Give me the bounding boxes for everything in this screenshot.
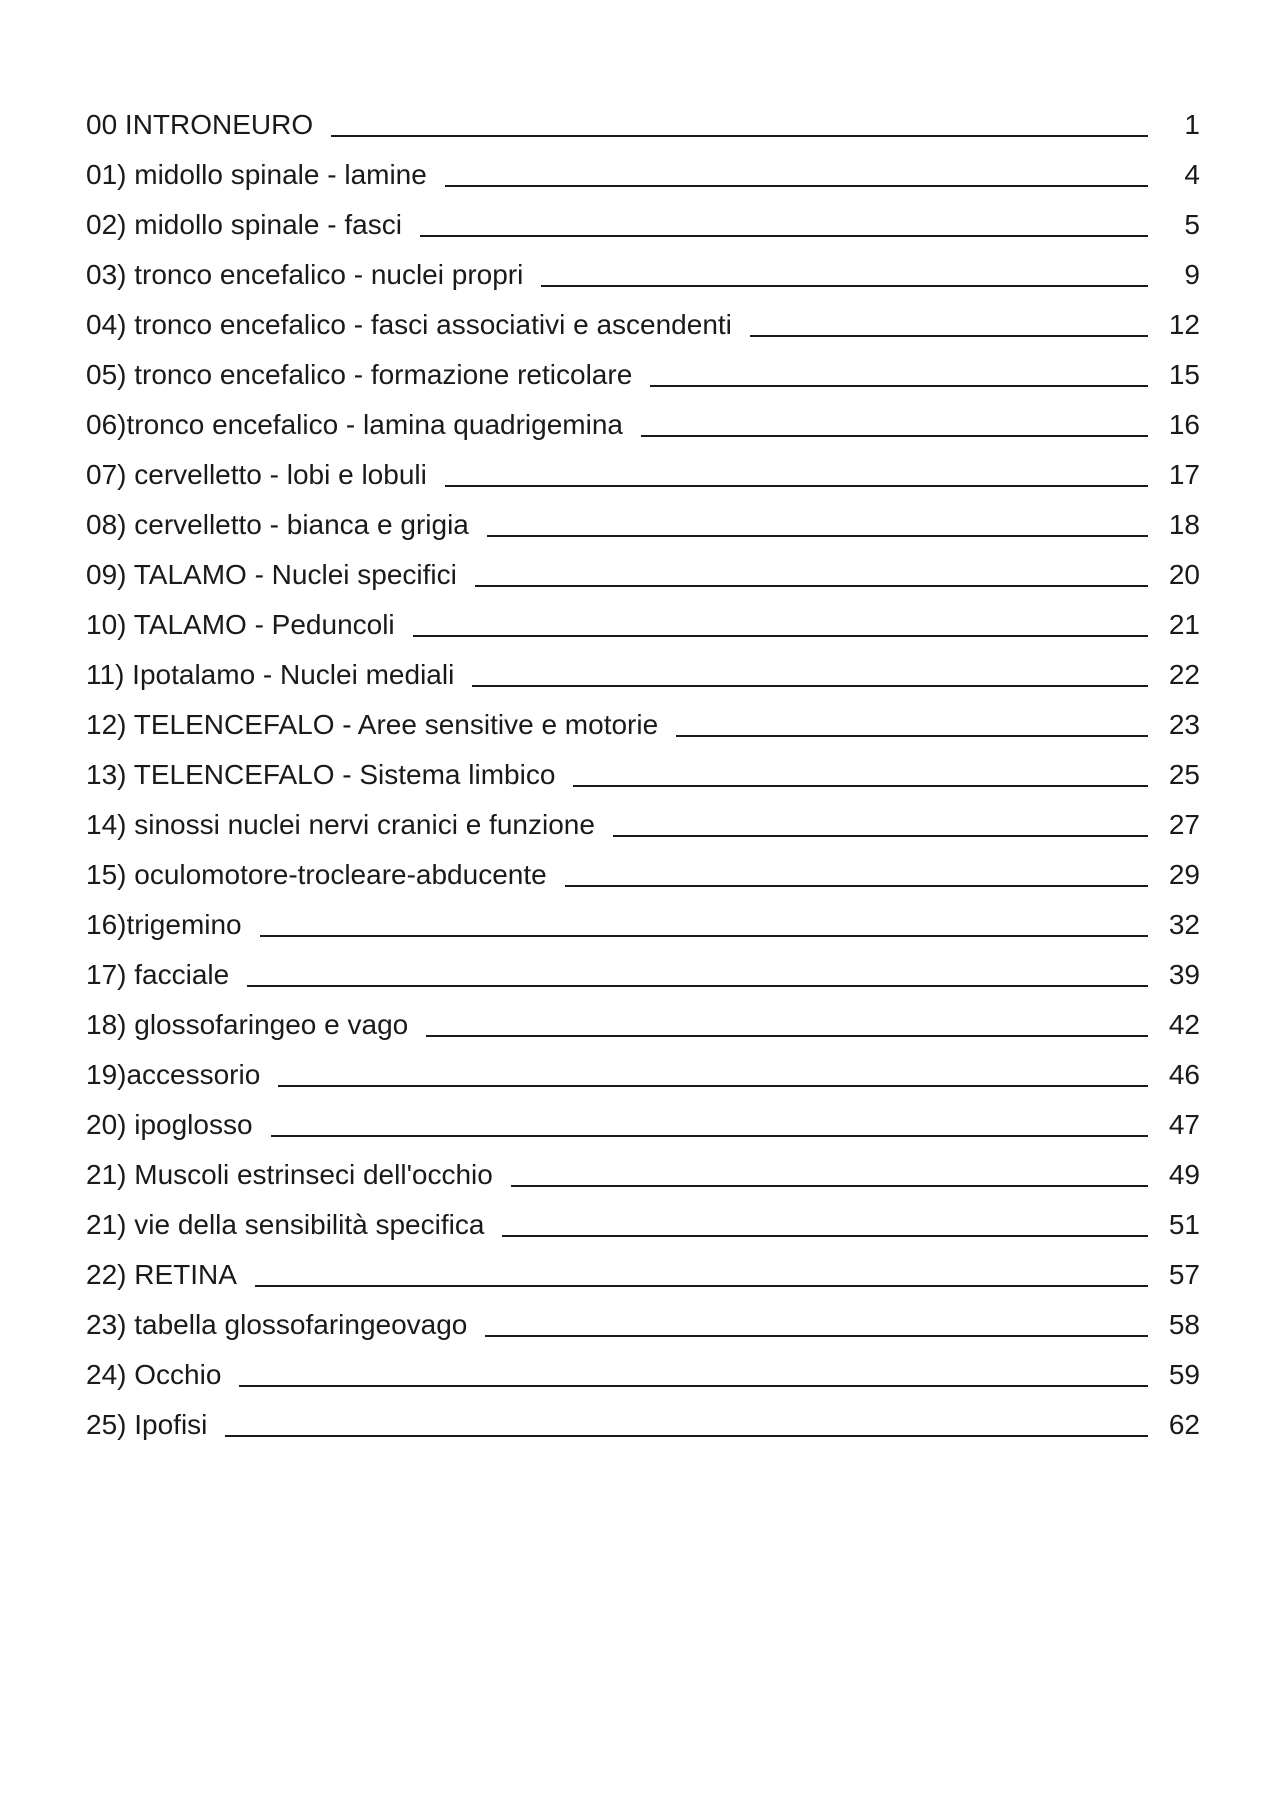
toc-entry-page: 20 xyxy=(1168,559,1200,590)
toc-entry[interactable] xyxy=(86,300,1200,350)
toc-entry-title: 09) TALAMO - Nuclei specifici xyxy=(86,559,457,590)
toc-entry-title: 01) midollo spinale - lamine xyxy=(86,159,427,190)
toc-leader-line xyxy=(511,1185,1148,1187)
toc-entry-title: 00 INTRONEURO xyxy=(86,109,314,140)
toc-leader-line xyxy=(750,335,1148,337)
toc-leader-line xyxy=(426,1035,1148,1037)
toc-entry-page: 39 xyxy=(1168,959,1200,990)
toc-leader-line xyxy=(487,535,1148,537)
toc-leader-line xyxy=(502,1235,1148,1237)
toc-entry[interactable] xyxy=(86,550,1200,600)
toc-entry[interactable] xyxy=(86,400,1200,450)
toc-leader-line xyxy=(445,485,1148,487)
table-of-contents xyxy=(86,100,1200,1450)
toc-leader-line xyxy=(650,385,1148,387)
toc-leader-line xyxy=(271,1135,1148,1137)
toc-entry-title: 15) oculomotore-trocleare-abducente xyxy=(86,859,547,890)
toc-entry-title: 17) facciale xyxy=(86,959,230,990)
toc-entry[interactable] xyxy=(86,150,1200,200)
toc-entry[interactable] xyxy=(86,250,1200,300)
toc-entry-page: 23 xyxy=(1168,709,1200,740)
toc-entry-title: 06)tronco encefalico - lamina quadrigemina xyxy=(86,409,623,440)
toc-leader-line xyxy=(475,585,1148,587)
toc-entry-page: 49 xyxy=(1168,1159,1200,1190)
toc-entry[interactable] xyxy=(86,1050,1200,1100)
toc-entry-page: 47 xyxy=(1168,1109,1200,1140)
toc-leader-line xyxy=(260,935,1148,937)
toc-entry-page: 22 xyxy=(1168,659,1200,690)
toc-entry-title: 12) TELENCEFALO - Aree sensitive e motorie xyxy=(86,709,659,740)
toc-entry-title: 23) tabella glossofaringeovago xyxy=(86,1309,468,1340)
toc-entry-page: 21 xyxy=(1168,609,1200,640)
toc-entry[interactable] xyxy=(86,1000,1200,1050)
toc-leader-line xyxy=(420,235,1148,237)
toc-leader-line xyxy=(331,135,1148,137)
toc-leader-line xyxy=(641,435,1148,437)
toc-entry-page: 1 xyxy=(1184,109,1200,140)
toc-entry-page: 58 xyxy=(1168,1309,1200,1340)
toc-entry[interactable] xyxy=(86,1350,1200,1400)
toc-leader-line xyxy=(413,635,1148,637)
toc-entry-title: 03) tronco encefalico - nuclei propri xyxy=(86,259,524,290)
toc-entry[interactable] xyxy=(86,1250,1200,1300)
toc-entry-page: 18 xyxy=(1168,509,1200,540)
toc-entry-title: 24) Occhio xyxy=(86,1359,222,1390)
toc-entry[interactable] xyxy=(86,1300,1200,1350)
toc-entry[interactable] xyxy=(86,100,1200,150)
toc-entry-title: 05) tronco encefalico - formazione reticolare xyxy=(86,359,633,390)
toc-leader-line xyxy=(676,735,1148,737)
toc-entry-title: 02) midollo spinale - fasci xyxy=(86,209,402,240)
toc-entry-title: 19)accessorio xyxy=(86,1059,261,1090)
toc-entry-page: 15 xyxy=(1168,359,1200,390)
toc-entry-page: 32 xyxy=(1168,909,1200,940)
toc-entry[interactable] xyxy=(86,700,1200,750)
toc-entry-page: 29 xyxy=(1168,859,1200,890)
toc-entry-page: 57 xyxy=(1168,1259,1200,1290)
toc-entry[interactable] xyxy=(86,200,1200,250)
toc-entry-title: 21) Muscoli estrinseci dell'occhio xyxy=(86,1159,493,1190)
toc-leader-line xyxy=(255,1285,1148,1287)
toc-entry-page: 25 xyxy=(1168,759,1200,790)
toc-entry-page: 51 xyxy=(1168,1209,1200,1240)
toc-entry-title: 16)trigemino xyxy=(86,909,242,940)
toc-entry-page: 59 xyxy=(1168,1359,1200,1390)
toc-entry[interactable] xyxy=(86,900,1200,950)
toc-entry-title: 04) tronco encefalico - fasci associativi e ascendenti xyxy=(86,309,732,340)
toc-entry[interactable] xyxy=(86,950,1200,1000)
toc-leader-line xyxy=(541,285,1148,287)
toc-entry[interactable] xyxy=(86,500,1200,550)
toc-entry-title: 18) glossofaringeo e vago xyxy=(86,1009,409,1040)
toc-entry-title: 13) TELENCEFALO - Sistema limbico xyxy=(86,759,556,790)
toc-entry-page: 27 xyxy=(1168,809,1200,840)
toc-entry[interactable] xyxy=(86,350,1200,400)
toc-leader-line xyxy=(247,985,1148,987)
toc-entry-title: 10) TALAMO - Peduncoli xyxy=(86,609,395,640)
toc-entry[interactable] xyxy=(86,750,1200,800)
toc-entry-page: 5 xyxy=(1184,209,1200,240)
toc-entry-page: 4 xyxy=(1184,159,1200,190)
toc-entry-page: 12 xyxy=(1168,309,1200,340)
toc-entry-title: 20) ipoglosso xyxy=(86,1109,253,1140)
toc-leader-line xyxy=(565,885,1148,887)
toc-entry[interactable] xyxy=(86,850,1200,900)
toc-leader-line xyxy=(239,1385,1148,1387)
toc-leader-line xyxy=(613,835,1148,837)
toc-entry[interactable] xyxy=(86,1200,1200,1250)
toc-entry-title: 21) vie della sensibilità specifica xyxy=(86,1209,485,1240)
toc-entry[interactable] xyxy=(86,1150,1200,1200)
toc-leader-line xyxy=(445,185,1148,187)
toc-entry-title: 11) Ipotalamo - Nuclei mediali xyxy=(86,659,455,690)
toc-entry-page: 62 xyxy=(1168,1409,1200,1440)
toc-entry-page: 17 xyxy=(1168,459,1200,490)
toc-entry[interactable] xyxy=(86,450,1200,500)
toc-leader-line xyxy=(573,785,1148,787)
toc-leader-line xyxy=(278,1085,1148,1087)
toc-entry-title: 22) RETINA xyxy=(86,1259,237,1290)
toc-entry-title: 07) cervelletto - lobi e lobuli xyxy=(86,459,427,490)
toc-entry[interactable] xyxy=(86,600,1200,650)
toc-entry-page: 16 xyxy=(1168,409,1200,440)
toc-entry-title: 25) Ipofisi xyxy=(86,1409,208,1440)
toc-entry-page: 9 xyxy=(1184,259,1200,290)
toc-entry-page: 46 xyxy=(1168,1059,1200,1090)
toc-leader-line xyxy=(225,1435,1148,1437)
toc-entry[interactable] xyxy=(86,800,1200,850)
toc-entry-title: 08) cervelletto - bianca e grigia xyxy=(86,509,469,540)
toc-leader-line xyxy=(472,685,1148,687)
toc-entry-page: 42 xyxy=(1168,1009,1200,1040)
toc-entry[interactable] xyxy=(86,1100,1200,1150)
toc-entry-title: 14) sinossi nuclei nervi cranici e funzione xyxy=(86,809,595,840)
toc-entry[interactable] xyxy=(86,650,1200,700)
toc-entry[interactable] xyxy=(86,1400,1200,1450)
toc-leader-line xyxy=(485,1335,1148,1337)
